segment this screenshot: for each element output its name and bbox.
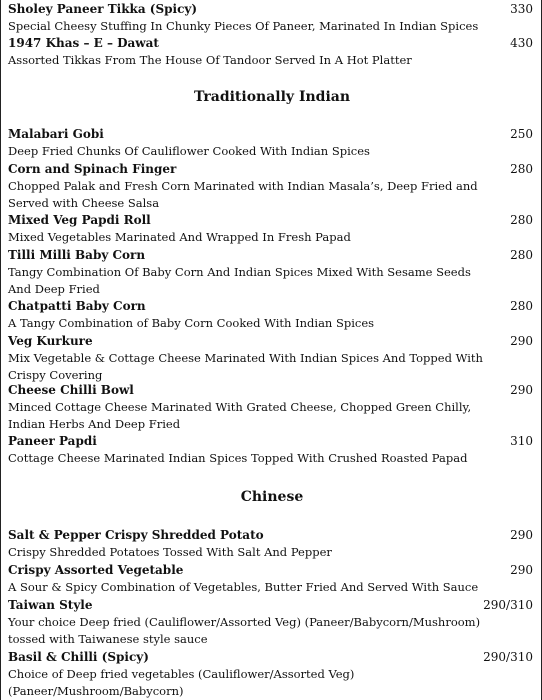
menu-item (8, 527, 536, 561)
item-name: Chatpatti Baby Corn (8, 299, 146, 313)
item-name: Tilli Milli Baby Corn (8, 248, 146, 262)
item-description: Your choice Deep fried (Cauliflower/Assorted Veg) (Paneer/Babycorn/Mushroom) tossed with Taiwanese style sauce (8, 615, 481, 646)
item-price: 310 (510, 434, 533, 448)
item-name: 1947 Khas – E – Dawat (8, 36, 159, 50)
item-price: 250 (510, 127, 533, 141)
item-price: 330 (510, 2, 533, 16)
section-title: Chinese (240, 489, 304, 505)
item-description: Crispy Shredded Potatoes Tossed With Salt And Pepper (8, 545, 332, 559)
item-name: Cheese Chilli Bowl (8, 383, 134, 397)
item-name: Basil & Chilli (Spicy) (8, 650, 149, 664)
item-description: Chopped Palak and Fresh Corn Marinated with Indian Masala’s, Deep Fried and Served with Cheese Salsa (8, 179, 478, 210)
item-description: A Sour & Spicy Combination of Vegetables, Butter Fried And Served With Sauce (8, 580, 479, 594)
item-price: 430 (510, 36, 533, 50)
item-description: Mix Vegetable & Cottage Cheese Marinated With Indian Spices And Topped With Crispy Covering (8, 351, 483, 382)
item-name: Malabari Gobi (8, 127, 104, 141)
item-description: Mixed Vegetables Marinated And Wrapped In Fresh Papad (8, 230, 351, 244)
item-price: 280 (510, 248, 533, 262)
menu-item (8, 212, 536, 246)
item-name: Taiwan Style (8, 598, 93, 612)
item-name: Mixed Veg Papdi Roll (8, 213, 151, 227)
menu-item (8, 247, 536, 298)
item-name: Paneer Papdi (8, 434, 97, 448)
item-description: Minced Cottage Cheese Marinated With Grated Cheese, Chopped Green Chilly, Indian Herbs And Deep Fried (8, 400, 472, 431)
menu-item (8, 161, 536, 212)
item-description: Cottage Cheese Marinated Indian Spices Topped With Crushed Roasted Papad (8, 451, 468, 465)
item-price: 290 (510, 334, 533, 348)
item-description: Choice of Deep fried vegetables (Cauliflower/Assorted Veg) (Paneer/Mushroom/Babycorn) (8, 667, 355, 698)
menu-item (8, 562, 536, 596)
section-title: Traditionally Indian (193, 89, 351, 105)
menu-item (8, 597, 536, 648)
menu-item (8, 382, 536, 433)
item-price: 280 (510, 162, 533, 176)
menu-item (8, 433, 536, 467)
item-name: Sholey Paneer Tikka (Spicy) (8, 2, 198, 16)
menu-item (8, 1, 536, 35)
menu-item (8, 126, 536, 160)
item-price: 290 (510, 563, 533, 577)
item-price: 290/310 (483, 650, 533, 664)
item-description: Special Cheesy Stuffing In Chunky Pieces Of Paneer, Marinated In Indian Spices (8, 19, 479, 33)
item-name: Corn and Spinach Finger (8, 162, 177, 176)
item-price: 280 (510, 213, 533, 227)
menu-item (8, 333, 536, 384)
item-price: 290 (510, 383, 533, 397)
item-description: A Tangy Combination of Baby Corn Cooked With Indian Spices (8, 316, 375, 330)
item-name: Veg Kurkure (8, 334, 93, 348)
item-price: 290/310 (483, 598, 533, 612)
item-name: Salt & Pepper Crispy Shredded Potato (8, 528, 264, 542)
menu-item (8, 35, 536, 69)
item-name: Crispy Assorted Vegetable (8, 563, 184, 577)
item-description: Assorted Tikkas From The House Of Tandoor Served In A Hot Platter (8, 53, 412, 67)
item-description: Deep Fried Chunks Of Cauliflower Cooked With Indian Spices (8, 144, 370, 158)
item-price: 280 (510, 299, 533, 313)
item-price: 290 (510, 528, 533, 542)
item-description: Tangy Combination Of Baby Corn And Indian Spices Mixed With Sesame Seeds And Deep Fried (8, 265, 471, 296)
menu-item (8, 649, 536, 700)
menu-item (8, 298, 536, 332)
